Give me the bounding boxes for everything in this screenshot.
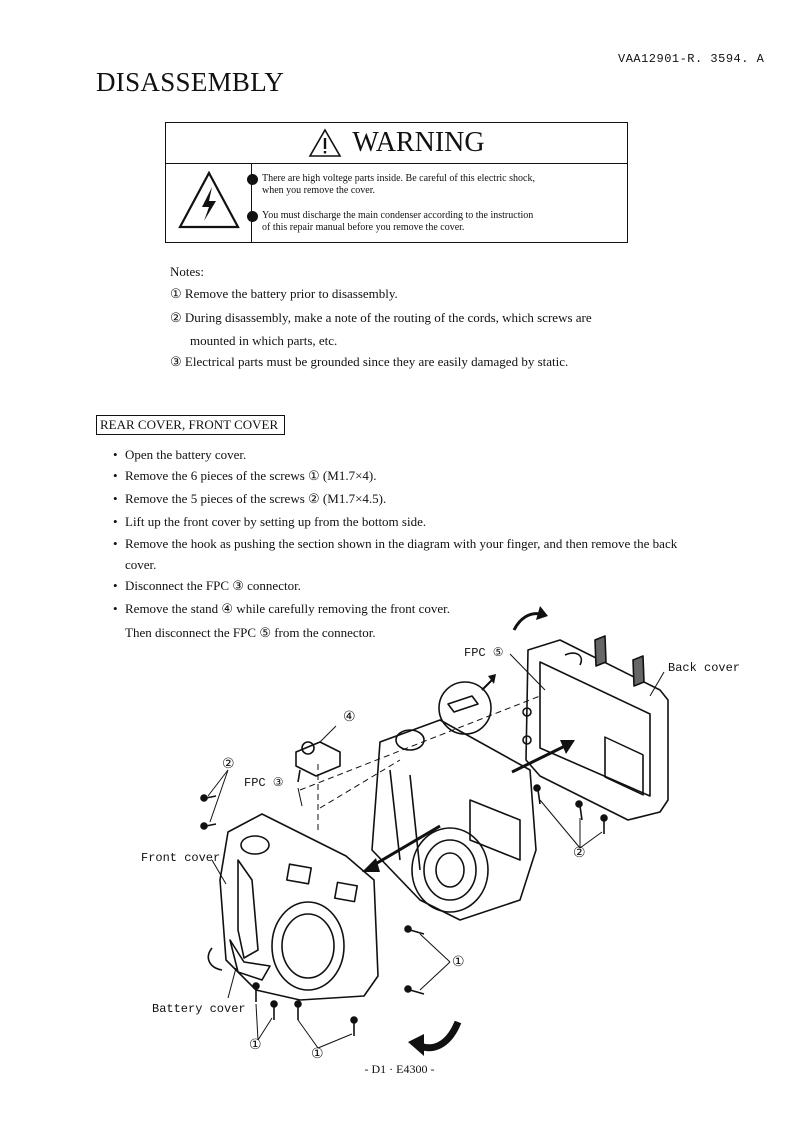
rotate-arrow-icon <box>420 1022 458 1048</box>
label-screws1-right: ① <box>452 954 465 970</box>
back-cover-part <box>523 640 668 820</box>
step-item: • Remove the hook as pushing the section shown in the diagram with your finger, and then remove the back <box>115 536 677 552</box>
label-stand: ④ <box>343 709 356 725</box>
warning-title: WARNING <box>352 127 485 158</box>
label-back-cover: Back cover <box>668 661 741 675</box>
step-item: • Open the battery cover. <box>115 447 246 463</box>
step-item: • Disconnect the FPC ③ connector. <box>115 578 301 594</box>
label-screws1-bottom-left: ① <box>249 1037 262 1053</box>
step-item: • Remove the stand ④ while carefully removing the front cover. <box>115 601 450 617</box>
label-fpc3: FPC ③ <box>244 776 284 790</box>
note-item-continued: mounted in which parts, etc. <box>190 333 338 348</box>
document-id: VAA12901-R. 3594. A <box>618 52 765 66</box>
pull-arrow-icon <box>372 826 440 866</box>
warning-item: There are high voltege parts inside. Be careful of this electric shock, when you remove the cover. <box>262 173 592 197</box>
warning-item: You must discharge the main condenser according to the instruction of this repair manual before you remove the cover. <box>262 210 592 234</box>
note-item: ② During disassembly, make a note of the routing of the cords, which screws are <box>170 310 592 325</box>
step-item: • Remove the 5 pieces of the screws ② (M1.7×4.5). <box>115 491 386 507</box>
label-screws2-left: ② <box>222 756 235 772</box>
push-arrow-icon <box>512 746 565 772</box>
step-item: • Remove the 6 pieces of the screws ① (M1.7×4). <box>115 468 376 484</box>
page-title: DISASSEMBLY <box>96 67 285 97</box>
main-chassis-part <box>372 720 536 920</box>
step-item: • Lift up the front cover by setting up from the bottom side. <box>115 514 426 530</box>
page-footer: - D1 · E4300 - <box>364 1062 435 1076</box>
front-cover-part <box>220 814 378 1000</box>
rotate-arrow-icon <box>514 614 540 630</box>
note-item: ① Remove the battery prior to disassembly. <box>170 286 398 301</box>
step-continuation: Then disconnect the FPC ⑤ from the connector. <box>125 625 376 640</box>
label-screws1-bottom-mid: ① <box>311 1046 324 1062</box>
label-battery-cover: Battery cover <box>152 1002 246 1016</box>
notes-heading: Notes: <box>170 264 204 279</box>
section-title: REAR COVER, FRONT COVER <box>96 415 285 435</box>
finger-push-icon <box>595 636 644 686</box>
screw-icon <box>201 785 607 1036</box>
note-item: ③ Electrical parts must be grounded since they are easily damaged by static. <box>170 354 569 369</box>
step-item-continued: cover. <box>125 557 157 572</box>
label-screws2-right: ② <box>573 845 586 861</box>
label-fpc5: FPC ⑤ <box>464 646 504 660</box>
label-front-cover: Front cover <box>141 851 221 865</box>
